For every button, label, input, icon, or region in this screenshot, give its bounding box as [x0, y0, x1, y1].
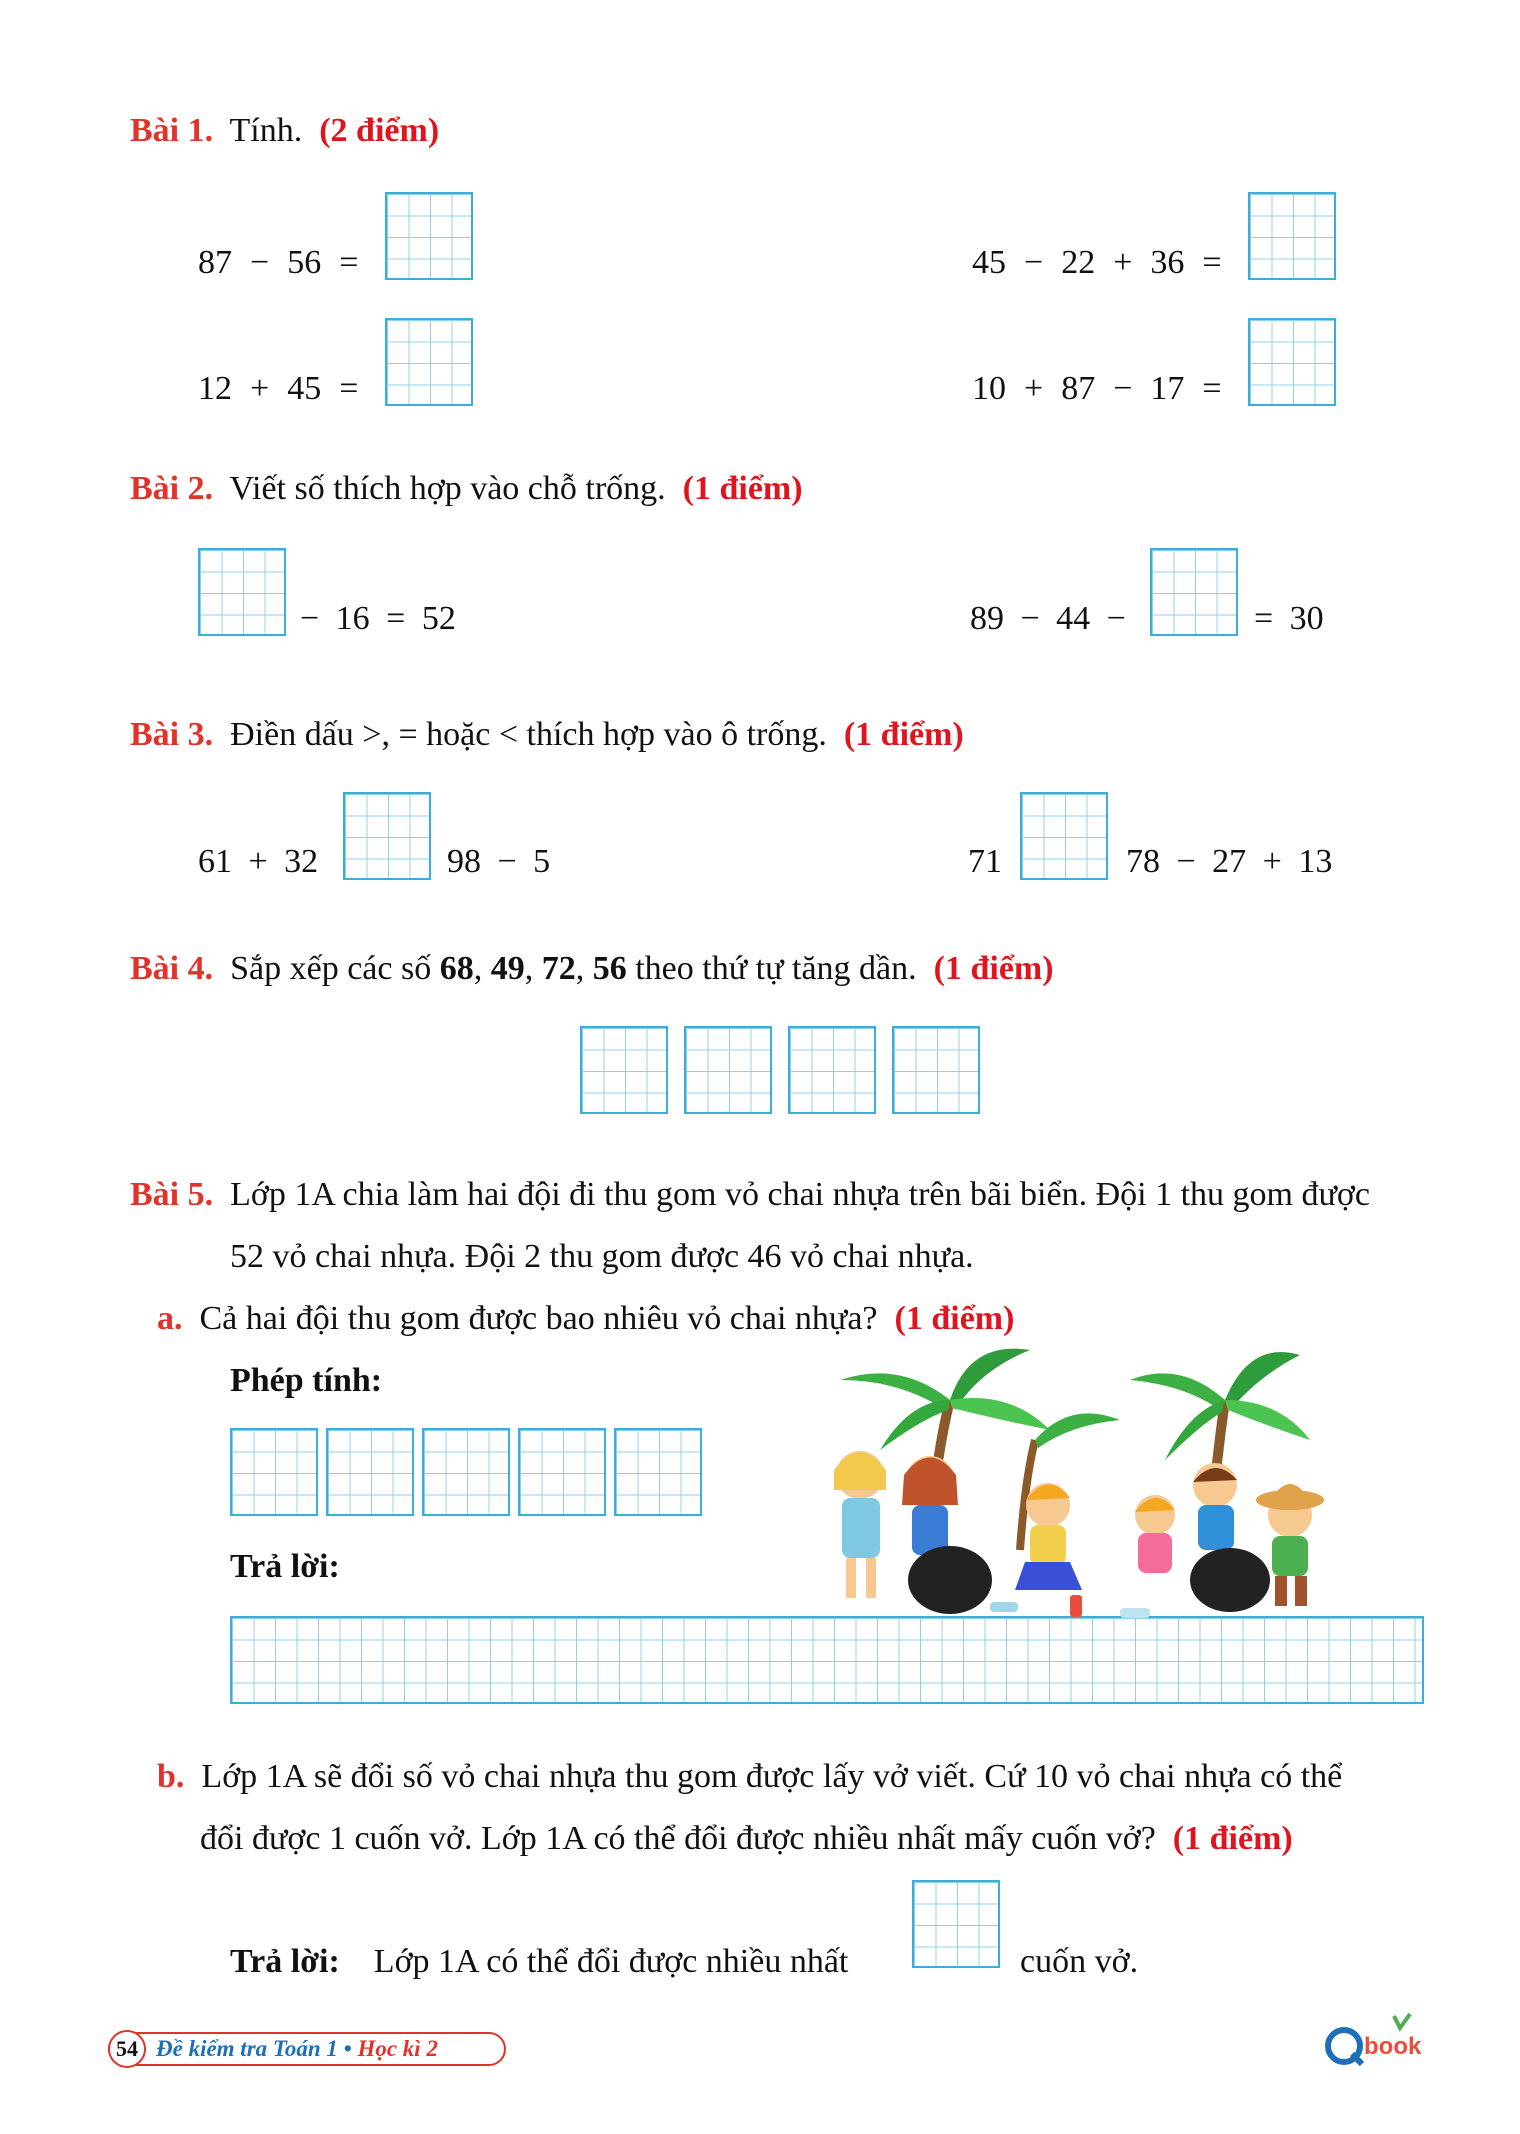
operator: −	[1113, 370, 1133, 407]
bai5b-points: (1 điểm)	[1172, 1820, 1293, 1857]
number: 68	[439, 950, 474, 987]
calc-box[interactable]	[422, 1428, 510, 1516]
bai5-line1	[130, 1164, 1370, 1226]
answer-box[interactable]	[1248, 192, 1336, 280]
operand: 36	[1150, 244, 1185, 281]
logo-text: book	[1364, 2033, 1422, 2060]
bai3-expr2-right: 78 − 27 + 13	[1126, 843, 1333, 880]
bai5a-label: a.	[157, 1300, 183, 1337]
footer-bullet: •	[343, 2036, 352, 2061]
answer-box[interactable]	[892, 1026, 980, 1114]
answer-box[interactable]	[385, 192, 473, 280]
bai3-heading	[130, 716, 964, 754]
answer-box[interactable]	[385, 318, 473, 406]
answer-box[interactable]	[684, 1026, 772, 1114]
qbook-logo-icon	[1322, 2010, 1442, 2070]
footer-title	[156, 2033, 438, 2065]
calc-box[interactable]	[326, 1428, 414, 1516]
operand: 56	[287, 244, 322, 281]
bai5b-answer	[230, 1931, 848, 1993]
beach-cleanup-illustration	[820, 1340, 1360, 1620]
footer-book-title: Đề kiểm tra Toán 1	[156, 2036, 338, 2061]
answer-text-pre: Lớp 1A có thể đổi được nhiều nhất	[373, 1943, 849, 1980]
operand: 87	[198, 244, 232, 281]
operand: 45	[287, 370, 322, 407]
bai4-heading: Bài 4. Sắp xếp các số 68, 49, 72, 56 theo thứ tự tăng dần. (1 điểm)	[130, 950, 1054, 987]
answer-box[interactable]	[1020, 792, 1108, 880]
bai1-expr1	[198, 244, 376, 282]
answer-label-b: Trả lời:	[230, 1943, 340, 1980]
bai3-expr1-right: 98 − 5	[447, 843, 551, 880]
calc-box[interactable]	[230, 1428, 318, 1516]
answer-box[interactable]	[1150, 548, 1238, 636]
bai1-text: Tính.	[229, 112, 303, 149]
answer-box[interactable]	[1248, 318, 1336, 406]
bai3-label: Bài 3.	[130, 716, 214, 753]
bai4-points: (1 điểm)	[933, 950, 1054, 987]
bai5b-label: b.	[157, 1758, 185, 1795]
answer-box[interactable]	[788, 1026, 876, 1114]
answer-box[interactable]	[198, 548, 286, 636]
bai2-label: Bài 2.	[130, 470, 214, 507]
operand: 22	[1061, 244, 1096, 281]
bai2-expr2-right: = 30	[1254, 600, 1324, 637]
bai5a-points: (1 điểm)	[894, 1300, 1015, 1337]
operand: 10	[972, 370, 1006, 407]
bai4-text-post: theo thứ tự tăng dần.	[635, 950, 917, 987]
bai3-expr1-left: 61 + 32	[198, 843, 319, 880]
bai1-expr4	[972, 370, 1240, 408]
bai5b-line2	[200, 1808, 1293, 1870]
bai1-label: Bài 1.	[130, 112, 214, 149]
answer-text-post: cuốn vở.	[1020, 1943, 1139, 1980]
operator: −	[1024, 244, 1044, 281]
operator: −	[250, 244, 270, 281]
answer-label-a: Trả lời:	[230, 1548, 340, 1585]
bai3-text: Điền dấu >, = hoặc < thích hợp vào ô trống.	[230, 716, 827, 753]
qbook-logo	[1322, 2010, 1442, 2070]
bai2-points: (1 điểm)	[682, 470, 803, 507]
bai5b-text-1: Lớp 1A sẽ đổi số vỏ chai nhựa thu gom được lấy vở viết. Cứ 10 vỏ chai nhựa có thể	[201, 1758, 1343, 1795]
operator: +	[250, 370, 270, 407]
calc-label: Phép tính:	[230, 1362, 383, 1399]
answer-box[interactable]	[912, 1880, 1000, 1968]
bai4-label: Bài 4.	[130, 950, 214, 987]
bai5b-line1	[157, 1746, 1342, 1808]
answer-line-box[interactable]	[230, 1616, 1424, 1704]
bai5a-text: Cả hai đội thu gom được bao nhiêu vỏ chai nhựa?	[199, 1300, 878, 1337]
bai4-text-pre: Sắp xếp các số	[230, 950, 432, 987]
bai2-heading	[130, 470, 803, 508]
equals-sign: =	[339, 244, 359, 281]
bai1-heading	[130, 112, 439, 150]
bai5-text-1: Lớp 1A chia làm hai đội đi thu gom vỏ chai nhựa trên bãi biển. Đội 1 thu gom được	[230, 1176, 1370, 1213]
bai5b-text-2: đổi được 1 cuốn vở. Lớp 1A có thể đổi được nhiều nhất mấy cuốn vở?	[200, 1820, 1156, 1857]
bai1-expr3	[198, 370, 376, 408]
page-number: 54	[108, 2030, 146, 2068]
operator: +	[1024, 370, 1044, 407]
calc-box[interactable]	[518, 1428, 606, 1516]
number: 72	[541, 950, 576, 987]
answer-box[interactable]	[343, 792, 431, 880]
operator: +	[1113, 244, 1133, 281]
bai2-text: Viết số thích hợp vào chỗ trống.	[229, 470, 666, 507]
answer-box[interactable]	[580, 1026, 668, 1114]
footer-semester: Học kì 2	[357, 2036, 438, 2061]
bai5-line2: 52 vỏ chai nhựa. Đội 2 thu gom được 46 vỏ chai nhựa.	[230, 1238, 974, 1275]
bai2-expr2-left: 89 − 44 −	[970, 600, 1126, 637]
equals-sign: =	[1202, 370, 1222, 407]
equals-sign: =	[1202, 244, 1222, 281]
bai2-expr1: − 16 = 52	[300, 600, 456, 637]
bai5-label: Bài 5.	[130, 1176, 214, 1213]
number: 49	[490, 950, 525, 987]
operand: 17	[1150, 370, 1185, 407]
calc-box[interactable]	[614, 1428, 702, 1516]
bai1-points: (2 điểm)	[319, 112, 440, 149]
bai1-expr2	[972, 244, 1240, 282]
equals-sign: =	[339, 370, 359, 407]
number: 56	[592, 950, 627, 987]
operand: 45	[972, 244, 1006, 281]
operand: 12	[198, 370, 232, 407]
bai3-expr2-left: 71	[968, 843, 1002, 880]
operand: 87	[1061, 370, 1096, 407]
bai3-points: (1 điểm)	[843, 716, 964, 753]
